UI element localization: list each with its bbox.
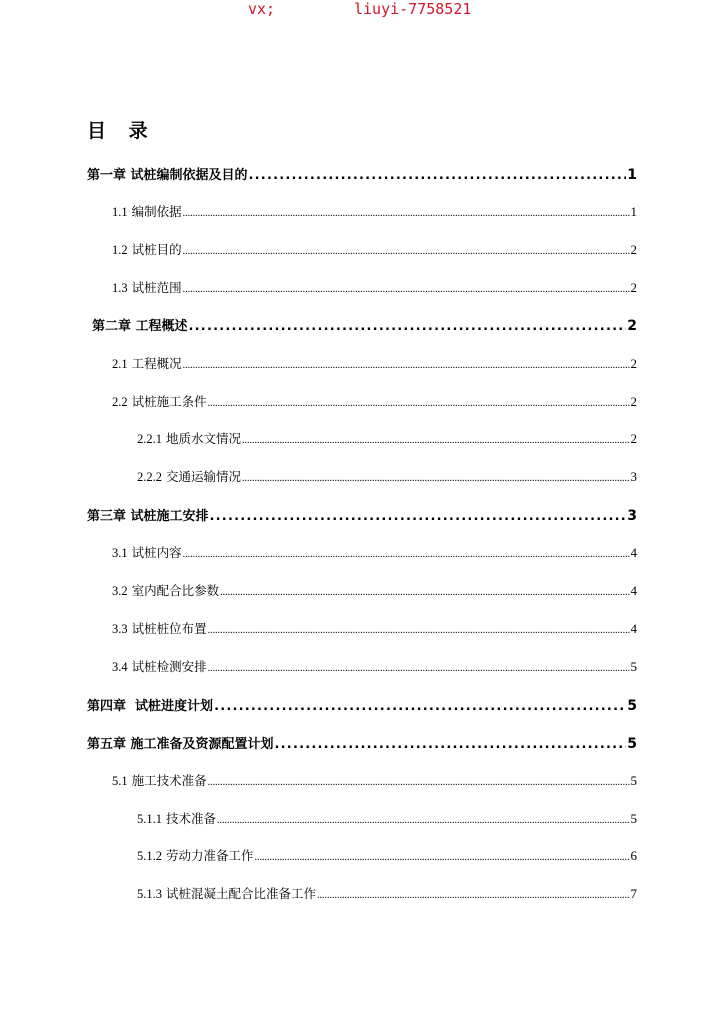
toc-leader [183,246,630,257]
toc-entry-label [112,657,207,675]
toc-entry-1-1[interactable] [112,202,637,220]
toc-page-number: 5 [627,736,637,752]
toc-leader [183,284,630,295]
toc-page-number: 2 [627,318,637,334]
toc-entry-text: 试桩检测安排 [131,659,207,674]
toc-page-number: 4 [630,621,637,636]
toc-entry-chapter-2[interactable] [92,315,637,333]
toc-page-number: 7 [630,886,637,901]
toc-entry-label [137,884,316,902]
toc-entry-label [112,581,219,599]
toc-page-number: 5 [630,811,637,826]
toc-entry-number: 5.1.1 [137,812,162,826]
toc-page-number: 4 [630,545,637,560]
toc-entry-number: 2.2 [112,395,128,409]
toc-entry-number: 1.1 [112,205,128,219]
toc-entry-number: 3.4 [112,660,128,674]
toc-entry-label [137,429,241,447]
toc-leader [242,435,630,446]
toc-entry-3-3[interactable] [112,619,637,637]
toc-entry-text: 工程概况 [131,356,182,371]
toc-page-number: 3 [630,469,637,484]
toc-entry-2-2-1[interactable] [137,429,637,447]
toc-entry-text: 施工技术准备 [131,773,207,788]
toc-leader [317,890,630,901]
toc-entry-label [112,354,182,372]
toc-leader [210,509,627,524]
toc-entry-3-1[interactable] [112,543,637,561]
toc-entry-label [112,543,182,561]
toc-entry-label [112,278,182,296]
toc-entry-number: 3.1 [112,546,128,560]
toc-entry-label [112,392,207,410]
toc-title: 目 录 [87,120,156,142]
toc-page-number: 2 [630,242,637,257]
toc-leader [208,398,630,409]
toc-entry-text: 试桩施工条件 [131,394,207,409]
toc-page-number: 1 [627,167,637,183]
toc-page-number: 2 [630,431,637,446]
toc-leader [183,208,630,219]
toc-page-number: 5 [627,698,637,714]
toc-leader [189,319,627,334]
toc-entry-5-1-3[interactable] [137,884,637,902]
toc-entry-number: 1.2 [112,243,128,257]
toc-entry-5-1-2[interactable] [137,846,637,864]
toc-entry-text: 交通运输情况 [165,469,241,484]
toc-entry-text: 室内配合比参数 [131,583,220,598]
toc-entry-2-1[interactable] [112,354,637,372]
toc-entry-text: 第一章 试桩编制依据及目的 [87,168,248,183]
toc-page-number: 3 [627,508,637,524]
toc-entry-chapter-3[interactable] [87,505,637,523]
toc-entry-chapter-4[interactable] [87,695,637,713]
toc-entry-text: 编制依据 [131,204,182,219]
toc-page-number: 5 [630,773,637,788]
toc-page-number: 5 [630,659,637,674]
toc-page-number: 6 [630,848,637,863]
toc-leader [255,852,630,863]
toc-leader [183,360,630,371]
toc-entry-text: 技术准备 [165,811,216,826]
toc-entry-2-2[interactable] [112,392,637,410]
toc-entry-text: 试桩桩位布置 [131,621,207,636]
toc-entry-label [112,202,182,220]
toc-entry-number: 2.1 [112,357,128,371]
toc-leader [220,587,629,598]
toc-leader [275,737,627,752]
toc-page-number: 4 [630,583,637,598]
toc-page-number: 2 [630,280,637,295]
toc-leader [242,473,630,484]
toc-entry-label [112,771,207,789]
watermark-label: vx; [248,0,276,18]
toc-entry-label [112,240,182,258]
toc-entry-number: 2.2.1 [137,432,162,446]
toc-entry-2-2-2[interactable] [137,467,637,485]
toc-entry-label [112,619,207,637]
toc-entry-label [137,467,241,485]
toc-entry-text: 第三章 试桩施工安排 [87,509,209,524]
toc-entry-text: 试桩目的 [131,242,182,257]
watermark-id: liuyi-7758521 [354,0,472,18]
toc-leader [208,625,630,636]
toc-entry-5-1-1[interactable] [137,809,637,827]
toc-entry-1-3[interactable] [112,278,637,296]
toc-entry-number: 1.3 [112,281,128,295]
toc-page-number: 1 [630,204,637,219]
watermark [248,0,472,20]
toc-leader [214,699,626,714]
toc-leader [183,549,630,560]
toc-entry-label [137,846,254,864]
toc-entry-text: 第四章 试桩进度计划 [87,699,214,714]
toc-entry-text: 试桩范围 [131,280,182,295]
toc-entry-text: 第五章 施工准备及资源配置计划 [87,737,274,752]
toc-page-number: 2 [630,356,637,371]
toc-entry-chapter-5[interactable] [87,733,637,751]
toc-entry-number: 5.1.2 [137,849,162,863]
toc-entry-text: 试桩混凝土配合比准备工作 [165,886,316,901]
toc-entry-3-2[interactable] [112,581,637,599]
toc-entry-5-1[interactable] [112,771,637,789]
toc-entry-text: 第二章 工程概述 [92,319,188,334]
toc-entry-label [137,809,216,827]
toc-leader [208,777,630,788]
toc-leader [249,168,627,183]
toc-entry-chapter-1[interactable] [87,164,637,182]
toc-entry-text: 地质水文情况 [165,431,241,446]
toc-entry-number: 3.3 [112,622,128,636]
toc-entry-text: 劳动力准备工作 [165,848,254,863]
toc-entry-text: 试桩内容 [131,545,182,560]
toc-entry-number: 5.1.3 [137,887,162,901]
toc-leader [208,663,630,674]
toc-entry-number: 2.2.2 [137,470,162,484]
toc-entry-number: 5.1 [112,774,128,788]
toc-entry-number: 3.2 [112,584,128,598]
toc-leader [217,815,630,826]
toc-entry-3-4[interactable] [112,657,637,675]
toc-page-number: 2 [630,394,637,409]
toc-entry-1-2[interactable] [112,240,637,258]
